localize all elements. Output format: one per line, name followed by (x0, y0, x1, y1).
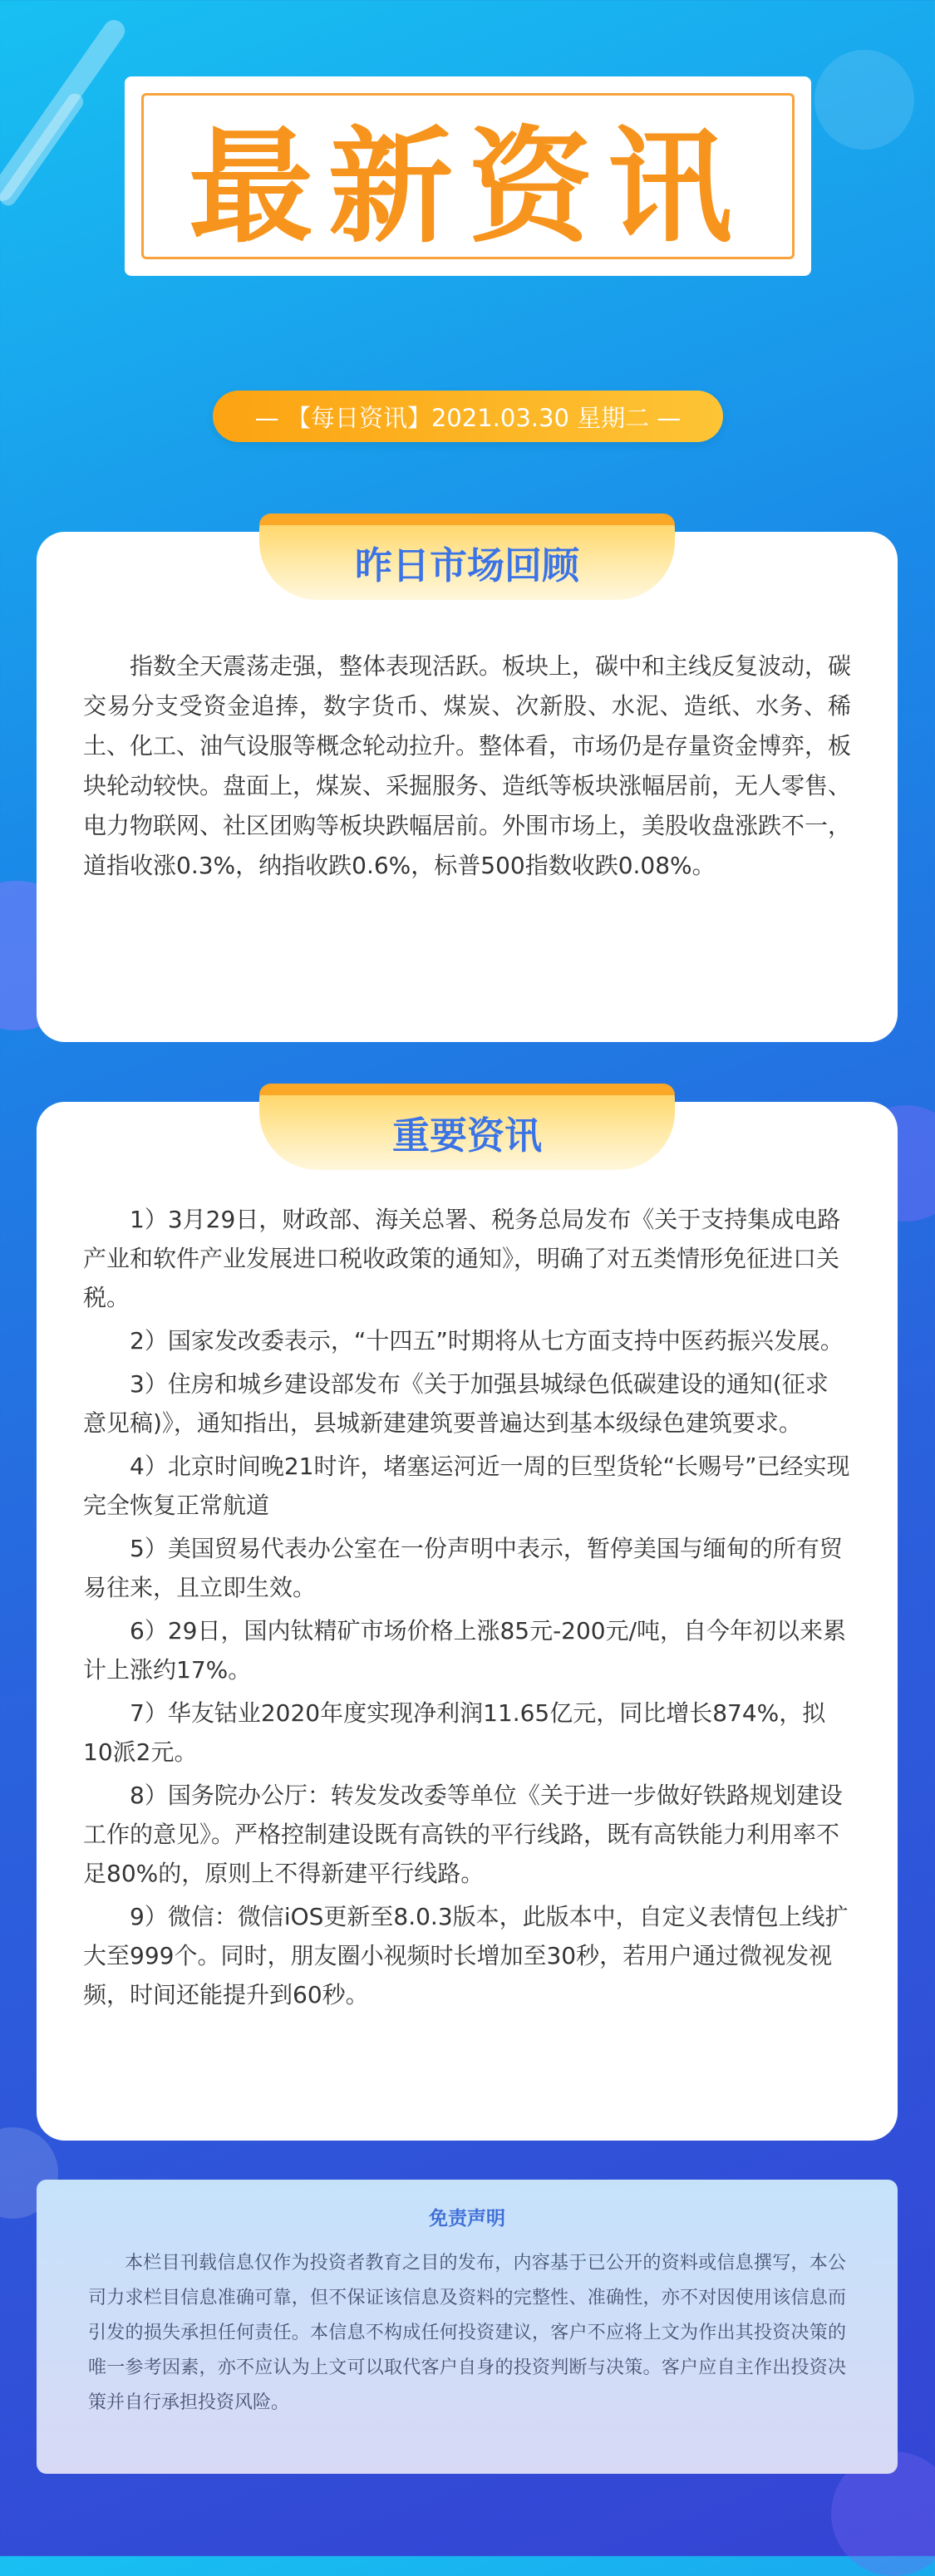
header-tab-strip (259, 514, 675, 525)
news-item: 6）29日，国内钛精矿市场价格上涨85元-200元/吨，自今年初以来累计上涨约17%。 (83, 1617, 847, 1684)
market-review-header (259, 514, 675, 600)
key-news-card (37, 1102, 898, 2141)
key-news-header (259, 1084, 675, 1170)
news-item: 7）华友钴业2020年度实现净利润11.65亿元，同比增长874%，拟10派2元。 (83, 1699, 826, 1766)
news-item: 4）北京时间晚21时许，堵塞运河近一周的巨型货轮“长赐号”已经实现完全恢复正常航道 (83, 1453, 850, 1519)
date-badge: — 【每日资讯】2021.03.30 星期二 — (213, 391, 723, 442)
news-item: 5）美国贸易代表办公室在一份声明中表示，暂停美国与缅甸的所有贸易往来，且立即生效。 (83, 1535, 843, 1601)
market-review-heading: 昨日市场回顾 (354, 543, 579, 587)
header-tab-strip (259, 1084, 675, 1095)
page-title: 最新资讯 (188, 116, 747, 260)
news-item: 1）3月29日，财政部、海关总署、税务总局发布《关于支持集成电路产业和软件产业发展进口税收政策的通知》，明确了对五类情形免征进口关税。 (83, 1206, 841, 1311)
disclaimer-box (37, 2180, 898, 2474)
news-item: 8）国务院办公厅：转发发改委等单位《关于进一步做好铁路规划建设工作的意见》。严格控制建设既有高铁的平行线路，既有高铁能力利用率不足80%的，原则上不得新建平行线路。 (83, 1782, 843, 1887)
market-review-card (37, 532, 898, 1042)
news-item: 3）住房和城乡建设部发布《关于加强县城绿色低碳建设的通知(征求意见稿)》，通知指出，县城新建建筑要普遍达到基本级绿色建筑要求。 (83, 1370, 829, 1437)
title-banner (125, 76, 811, 276)
news-item: 9）微信：微信iOS更新至8.0.3版本，此版本中，自定义表情包上线扩大至999个。同时，朋友圈小视频时长增加至30秒，若用户通过微视发视频，时间还能提升到60秒。 (83, 1903, 849, 2008)
disclaimer-title: 免责声明 (429, 2208, 505, 2229)
decor-stripe (0, 16, 129, 205)
decor-circle (814, 50, 914, 150)
news-item: 2）国家发改委表示，“十四五”时期将从七方面支持中医药振兴发展。 (130, 1327, 844, 1354)
title-frame (141, 93, 795, 259)
disclaimer-body: 本栏目刊载信息仅作为投资者教育之目的发布，内容基于已公开的资料或信息撰写，本公司力求栏目信息准确可靠，但不保证该信息及资料的完整性、准确性，亦不对因使用该信息而引发的损失承担任何责任。本信息不构成任何投资建议，客户不应将上文为作出其投资决策的唯一参考因素，亦不应认为上文可以取代客户自身的投资判断与决策。客户应自主作出投资决策并自行承担投资风险。 (88, 2253, 846, 2413)
key-news-list (83, 1200, 851, 2018)
market-review-body: 指数全天震荡走强，整体表现活跃。板块上，碳中和主线反复波动，碳交易分支受资金追捧，数字货币、煤炭、次新股、水泥、造纸、水务、稀土、化工、油气设服等概念轮动拉升。整体看，市场仍是存量资金博弈，板块轮动较快。盘面上，煤炭、采掘服务、造纸等板块涨幅居前，无人零售、电力物联网、社区团购等板块跌幅居前。外围市场上，美股收盘涨跌不一，道指收涨0.3%，纳指收跌0.6%，标普500指数收跌0.08%。 (83, 652, 852, 879)
key-news-heading: 重要资讯 (391, 1113, 542, 1158)
decor-stripe (0, 91, 86, 209)
